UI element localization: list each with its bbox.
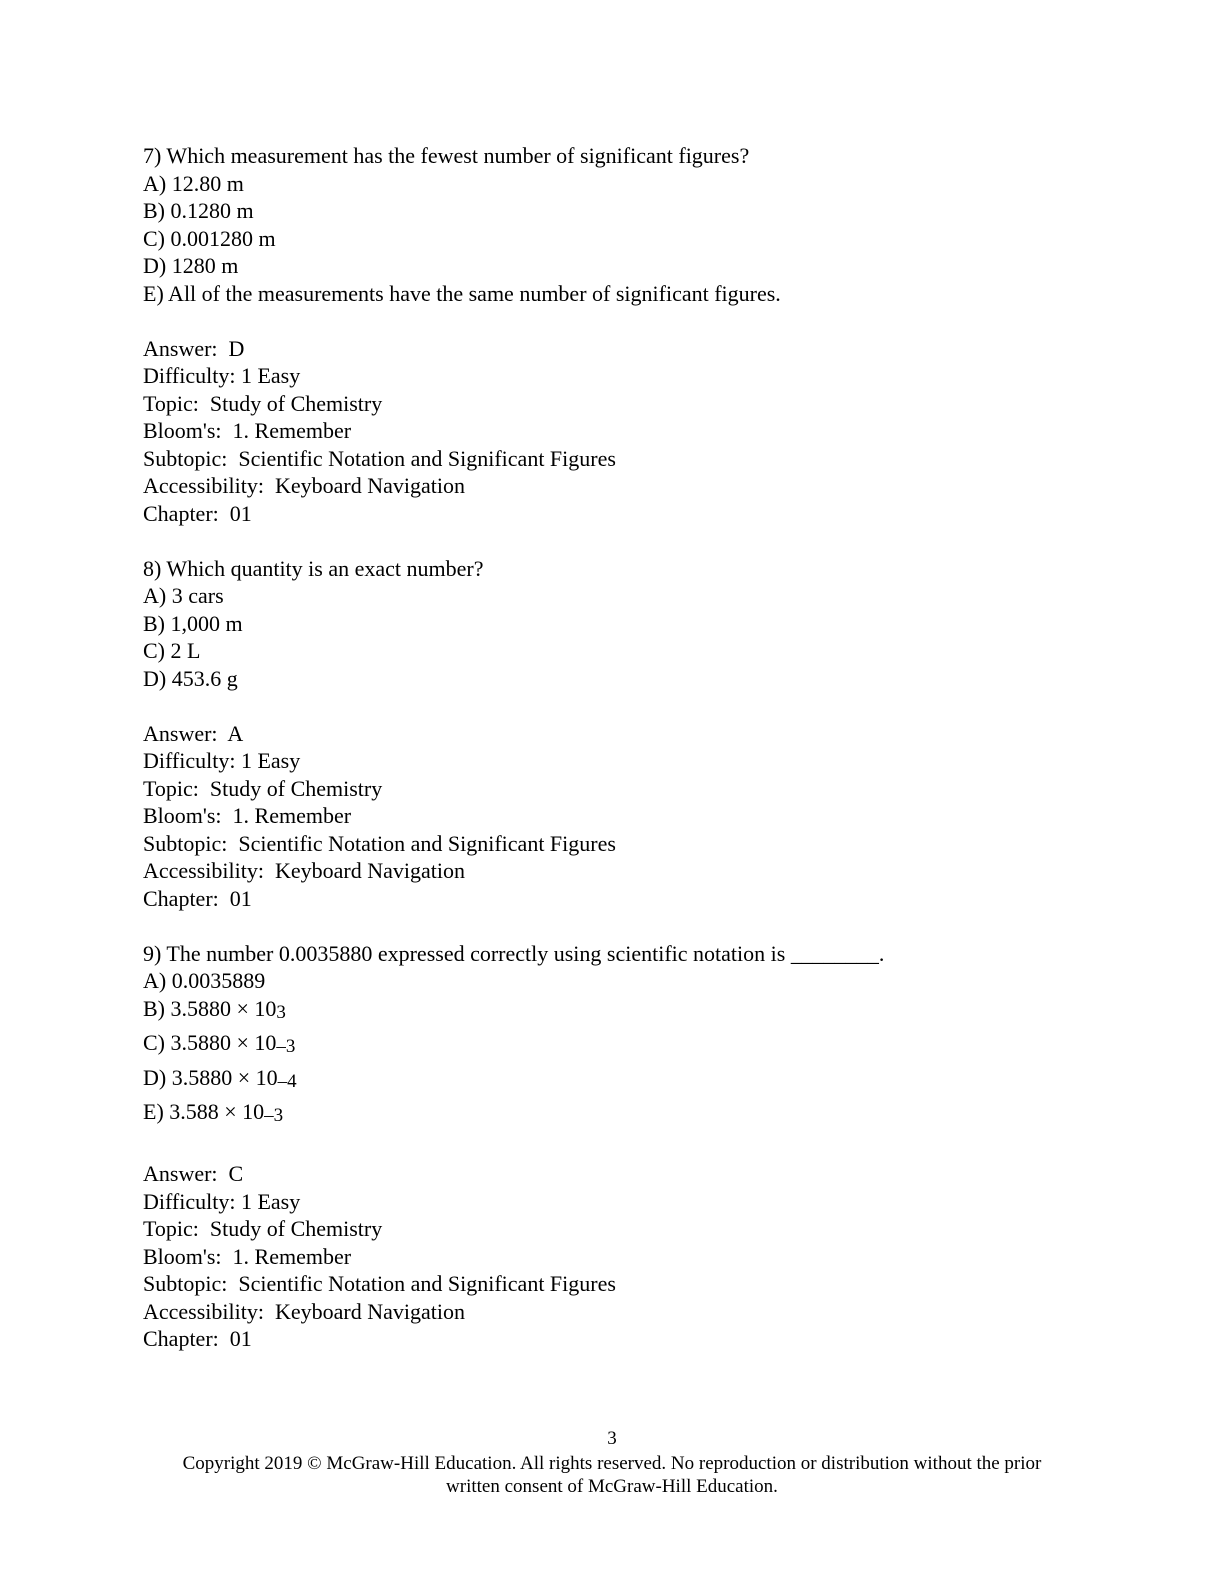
accessibility-label: Accessibility: Keyboard Navigation bbox=[143, 858, 465, 883]
copyright-notice: Copyright 2019 © McGraw-Hill Education. All rights reserved. No reproduction or distribution without the prior bbox=[182, 1453, 1042, 1474]
accessibility-label: Accessibility: Keyboard Navigation bbox=[143, 1298, 465, 1324]
option-exponent: 3 bbox=[276, 1001, 286, 1023]
answer-option bbox=[143, 995, 1103, 1030]
difficulty-label: Difficulty: 1 Easy bbox=[143, 748, 301, 773]
answer-key: Answer: A bbox=[143, 720, 244, 746]
answer-option: C) 0.001280 m bbox=[143, 225, 276, 251]
topic-label: Topic: Study of Chemistry bbox=[143, 1216, 383, 1241]
subtopic-label: Subtopic: Scientific Notation and Significant Figures bbox=[143, 445, 616, 471]
page-number: 3 bbox=[607, 1428, 617, 1449]
answer-option bbox=[143, 1064, 1103, 1099]
question-8 bbox=[143, 555, 1103, 913]
option-base: C) 3.5880 × 10 bbox=[143, 1030, 277, 1055]
document-body bbox=[143, 142, 1103, 1353]
question-9 bbox=[143, 940, 1103, 1353]
option-base: D) 3.5880 × 10 bbox=[143, 1064, 278, 1090]
question-7 bbox=[143, 142, 1103, 527]
question-stem: 9) The number 0.0035880 expressed correctly using scientific notation is ________. bbox=[143, 940, 885, 966]
question-stem: 7) Which measurement has the fewest number of significant figures? bbox=[143, 143, 750, 168]
answer-option: A) 12.80 m bbox=[143, 170, 244, 196]
blooms-label: Bloom's: 1. Remember bbox=[143, 1243, 352, 1269]
option-exponent: –3 bbox=[264, 1105, 284, 1126]
subtopic-label: Subtopic: Scientific Notation and Significant Figures bbox=[143, 830, 616, 856]
answer-option: D) 1280 m bbox=[143, 253, 239, 278]
answer-option: A) 3 cars bbox=[143, 583, 224, 608]
answer-option: E) All of the measurements have the same number of significant figures. bbox=[143, 280, 781, 306]
difficulty-label: Difficulty: 1 Easy bbox=[143, 363, 301, 388]
option-base: B) 3.5880 × 10 bbox=[143, 995, 277, 1021]
option-exponent: –4 bbox=[277, 1070, 297, 1092]
chapter-label: Chapter: 01 bbox=[143, 1326, 252, 1351]
blooms-label: Bloom's: 1. Remember bbox=[143, 803, 352, 828]
topic-label: Topic: Study of Chemistry bbox=[143, 390, 383, 416]
chapter-label: Chapter: 01 bbox=[143, 885, 252, 911]
question-stem: 8) Which quantity is an exact number? bbox=[143, 555, 484, 581]
answer-key: Answer: C bbox=[143, 1161, 244, 1186]
answer-option bbox=[143, 1029, 1103, 1064]
topic-label: Topic: Study of Chemistry bbox=[143, 775, 383, 801]
answer-option: C) 2 L bbox=[143, 638, 201, 663]
blooms-label: Bloom's: 1. Remember bbox=[143, 418, 352, 443]
answer-option: B) 0.1280 m bbox=[143, 198, 254, 223]
answer-option: D) 453.6 g bbox=[143, 665, 238, 691]
copyright-notice-continued: written consent of McGraw-Hill Education. bbox=[446, 1476, 778, 1497]
option-base: E) 3.588 × 10 bbox=[143, 1099, 265, 1124]
answer-key: Answer: D bbox=[143, 335, 245, 361]
answer-option: B) 1,000 m bbox=[143, 610, 243, 636]
answer-option bbox=[143, 1098, 1103, 1133]
option-exponent: –3 bbox=[276, 1036, 296, 1057]
answer-option: A) 0.0035889 bbox=[143, 968, 266, 993]
accessibility-label: Accessibility: Keyboard Navigation bbox=[143, 473, 465, 498]
difficulty-label: Difficulty: 1 Easy bbox=[143, 1188, 301, 1214]
subtopic-label: Subtopic: Scientific Notation and Significant Figures bbox=[143, 1271, 616, 1296]
chapter-label: Chapter: 01 bbox=[143, 500, 252, 526]
